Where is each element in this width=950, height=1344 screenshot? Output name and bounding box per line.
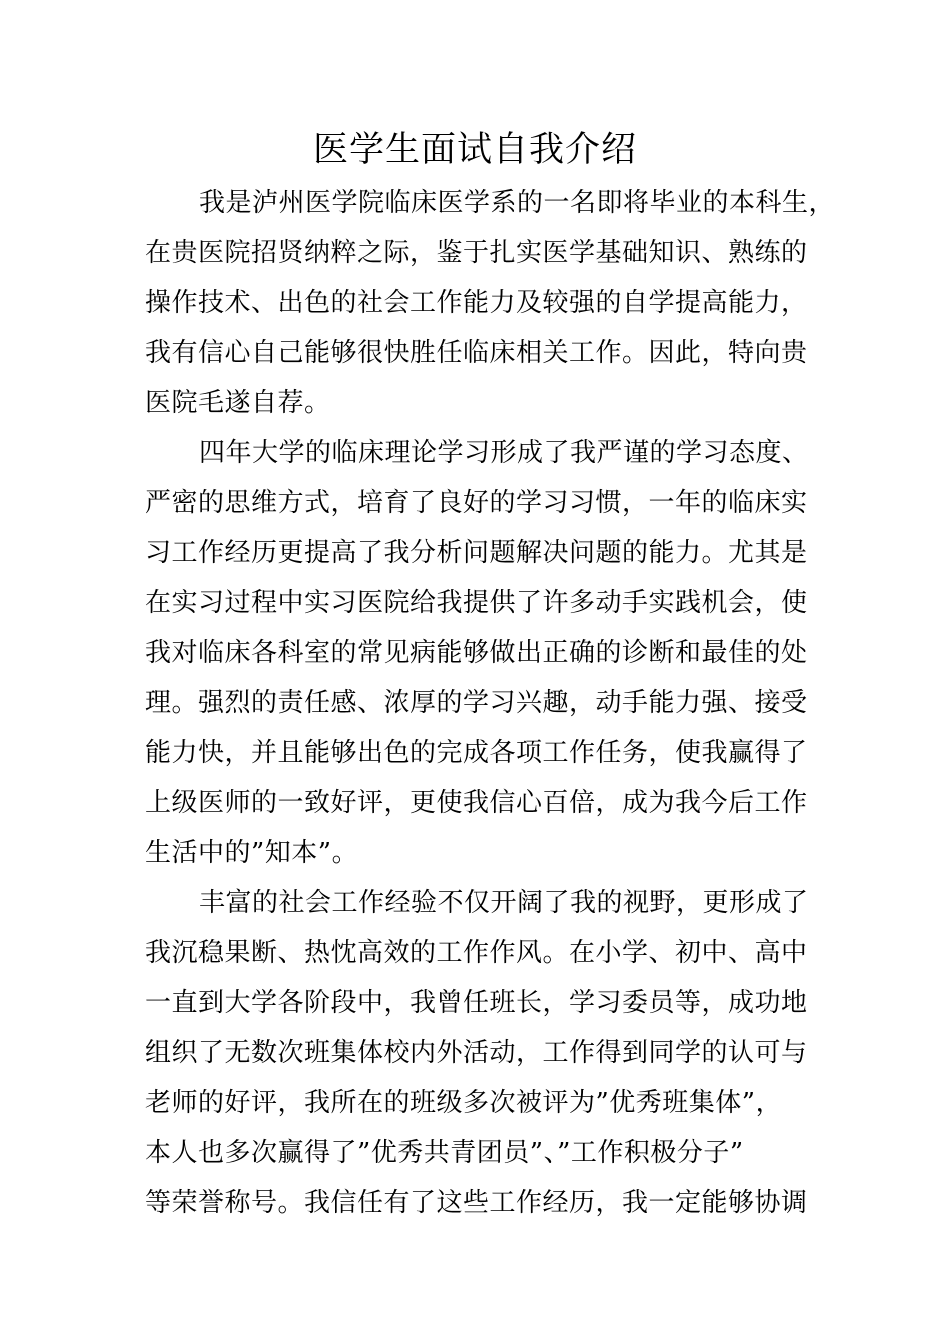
text-line: 我是泸州医学院临床医学系的一名即将毕业的本科生， [199, 188, 836, 218]
text-line: 操作技术、出色的社会工作能力及较强的自学提高能力， [145, 288, 808, 318]
text-line: 我对临床各科室的常见病能够做出正确的诊断和最佳的处 [145, 638, 808, 668]
text-line: 丰富的社会工作经验不仅开阔了我的视野，更形成了 [199, 888, 809, 918]
text-line: 我沉稳果断、热忱高效的工作作风。在小学、初中、高中 [145, 938, 808, 968]
paragraph-3 [145, 878, 815, 1228]
text-line: 我有信心自己能够很快胜任临床相关工作。因此，特向贵 [145, 338, 808, 368]
text-line: 严密的思维方式，培育了良好的学习习惯，一年的临床实 [145, 488, 808, 518]
text-line: 理。强烈的责任感、浓厚的学习兴趣，动手能力强、接受 [145, 688, 808, 718]
text-line: 一直到大学各阶段中，我曾任班长，学习委员等，成功地 [145, 988, 808, 1018]
text-line: 医院毛遂自荐。 [145, 388, 331, 418]
document-title: 医学生面试自我介绍 [312, 130, 637, 170]
text-line: 在贵医院招贤纳粹之际，鉴于扎实医学基础知识、熟练的 [145, 238, 808, 268]
document-body [145, 178, 836, 1228]
text-line: 能力快，并且能够出色的完成各项工作任务，使我赢得了 [145, 738, 808, 768]
text-line: 老师的好评，我所在的班级多次被评为”优秀班集体”， [145, 1088, 783, 1118]
text-line: 组织了无数次班集体校内外活动，工作得到同学的认可与 [145, 1038, 808, 1068]
paragraph-1 [145, 178, 836, 428]
paragraph-2 [145, 428, 815, 878]
text-line: 习工作经历更提高了我分析问题解决问题的能力。尤其是 [145, 538, 808, 568]
text-line: 本人也多次赢得了”优秀共青团员”、”工作积极分子” [145, 1138, 744, 1168]
text-line: 上级医师的一致好评，更使我信心百倍，成为我今后工作 [145, 788, 808, 818]
text-line: 等荣誉称号。我信任有了这些工作经历，我一定能够协调 [145, 1188, 808, 1218]
text-line: 生活中的”知本”。 [145, 838, 359, 868]
text-line: 在实习过程中实习医院给我提供了许多动手实践机会，使 [145, 588, 808, 618]
text-line: 四年大学的临床理论学习形成了我严谨的学习态度、 [199, 438, 809, 468]
